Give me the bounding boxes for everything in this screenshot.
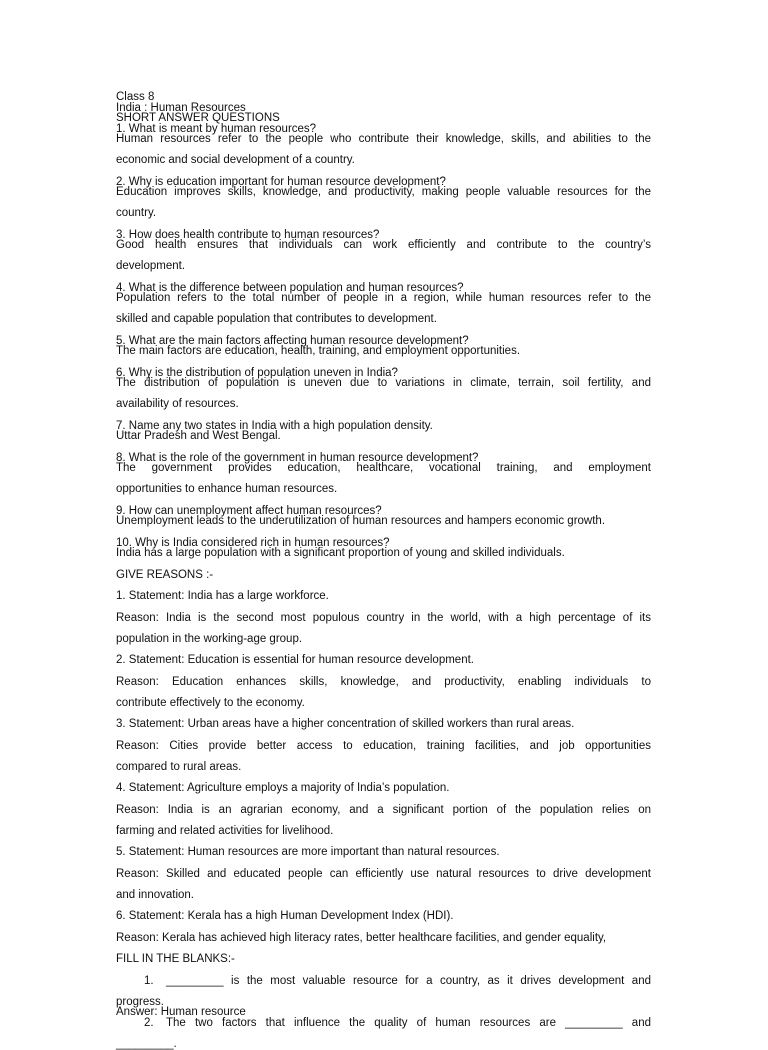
reason-line: Reason: Cities provide better access to education, training facilities, and job opportunities <box>116 739 651 752</box>
reason-line: population in the working-age group. <box>116 632 303 645</box>
answer-line: Uttar Pradesh and West Bengal. <box>116 430 281 442</box>
question: 4. What is the difference between population and human resources? <box>116 281 464 294</box>
short-answer-10 <box>116 538 651 559</box>
item-number: 2. <box>144 1016 154 1029</box>
question: 5. What are the main factors affecting human resource development? <box>116 334 469 347</box>
section-title-fill-blanks: FILL IN THE BLANKS:- <box>116 953 235 965</box>
answer-line: skilled and capable population that contributes to development. <box>116 313 437 325</box>
statement: 6. Statement: Kerala has a high Human Development Index (HDI). <box>116 910 454 922</box>
answer-line: country. <box>116 207 157 219</box>
blank-answer: Answer: Human resource <box>116 1006 246 1018</box>
short-answer-2 <box>116 177 651 219</box>
subject-title: India : Human Resources <box>116 101 246 114</box>
class-label: Class 8 <box>116 91 155 103</box>
short-answer-6 <box>116 368 651 410</box>
answer-line: Human resources refer to the people who contribute their knowledge, skills, and abilities to the <box>116 133 651 145</box>
short-answer-7 <box>116 421 651 442</box>
question: 1. What is meant by human resources? <box>116 122 317 135</box>
statement: 3. Statement: Urban areas have a higher concentration of skilled workers than rural areas. <box>116 718 575 730</box>
answer-line: Good health ensures that individuals can work efficiently and contribute to the country’s <box>116 239 651 251</box>
short-answer-3 <box>116 230 651 272</box>
blank-line-cont: progress. <box>116 995 164 1008</box>
reason-line: Reason: India is an agrarian economy, and a significant portion of the population relies on <box>116 803 651 816</box>
statement: 2. Statement: Education is essential for human resource development. <box>116 654 474 666</box>
statement: 5. Statement: Human resources are more important than natural resources. <box>116 846 500 858</box>
answer-line: The distribution of population is uneven due to variations in climate, terrain, soil fertility, and <box>116 377 651 389</box>
short-answer-9 <box>116 506 651 527</box>
blank-line-cont: _________. <box>116 1037 177 1050</box>
statement: 4. Statement: Agriculture employs a majority of India’s population. <box>116 782 450 794</box>
question: 8. What is the role of the government in human resource development? <box>116 451 479 464</box>
document-page <box>116 92 651 1049</box>
reason-line: and innovation. <box>116 888 195 901</box>
section-title-short-answer: SHORT ANSWER QUESTIONS <box>116 112 280 124</box>
reason-line: compared to rural areas. <box>116 760 242 773</box>
answer-line: The government provides education, healthcare, vocational training, and employment <box>116 462 651 474</box>
statement: 1. Statement: India has a large workforce. <box>116 590 329 602</box>
reason-line: contribute effectively to the economy. <box>116 696 305 709</box>
reason-line: Reason: India is the second most populous country in the world, with a high percentage of its <box>116 611 651 624</box>
answer-line: economic and social development of a country. <box>116 154 355 166</box>
answer-line: Education improves skills, knowledge, and productivity, making people valuable resources for the <box>116 186 651 198</box>
answer-line: development. <box>116 260 186 272</box>
reason-line: farming and related activities for livelihood. <box>116 824 334 837</box>
short-answer-8 <box>116 453 651 495</box>
answer-line: India has a large population with a significant proportion of young and skilled individuals. <box>116 547 565 559</box>
reason-line: Reason: Kerala has achieved high literacy rates, better healthcare facilities, and gender equality, <box>116 931 607 944</box>
section-title-give-reasons: GIVE REASONS :- <box>116 568 214 581</box>
answer-line: availability of resources. <box>116 398 239 410</box>
question: 9. How can unemployment affect human resources? <box>116 504 382 517</box>
reason-line: Reason: Skilled and educated people can efficiently use natural resources to drive development <box>116 867 651 880</box>
blank-line: The two factors that influence the quality of human resources are _________ and <box>166 1016 651 1029</box>
reason-line: Reason: Education enhances skills, knowledge, and productivity, enabling individuals to <box>116 675 651 688</box>
question: 2. Why is education important for human resource development? <box>116 175 446 188</box>
item-number: 1. <box>144 974 154 987</box>
fill-blank-2 <box>116 1018 651 1039</box>
question: 6. Why is the distribution of population uneven in India? <box>116 366 398 379</box>
answer-line: opportunities to enhance human resources. <box>116 483 338 495</box>
answer-line: Unemployment leads to the underutilization of human resources and hampers economic growth. <box>116 515 606 527</box>
answer-line: The main factors are education, health, training, and employment opportunities. <box>116 345 521 357</box>
short-answer-4 <box>116 283 651 325</box>
answer-line: Population refers to the total number of people in a region, while human resources refer to the <box>116 292 651 304</box>
question: 10. Why is India considered rich in human resources? <box>116 536 390 549</box>
fill-blank-1 <box>116 976 651 997</box>
question: 7. Name any two states in India with a high population density. <box>116 419 433 432</box>
blank-line: _________ is the most valuable resource for a country, as it drives development and <box>166 974 651 987</box>
question: 3. How does health contribute to human resources? <box>116 228 380 241</box>
short-answer-1 <box>116 124 651 166</box>
short-answer-5 <box>116 336 651 357</box>
